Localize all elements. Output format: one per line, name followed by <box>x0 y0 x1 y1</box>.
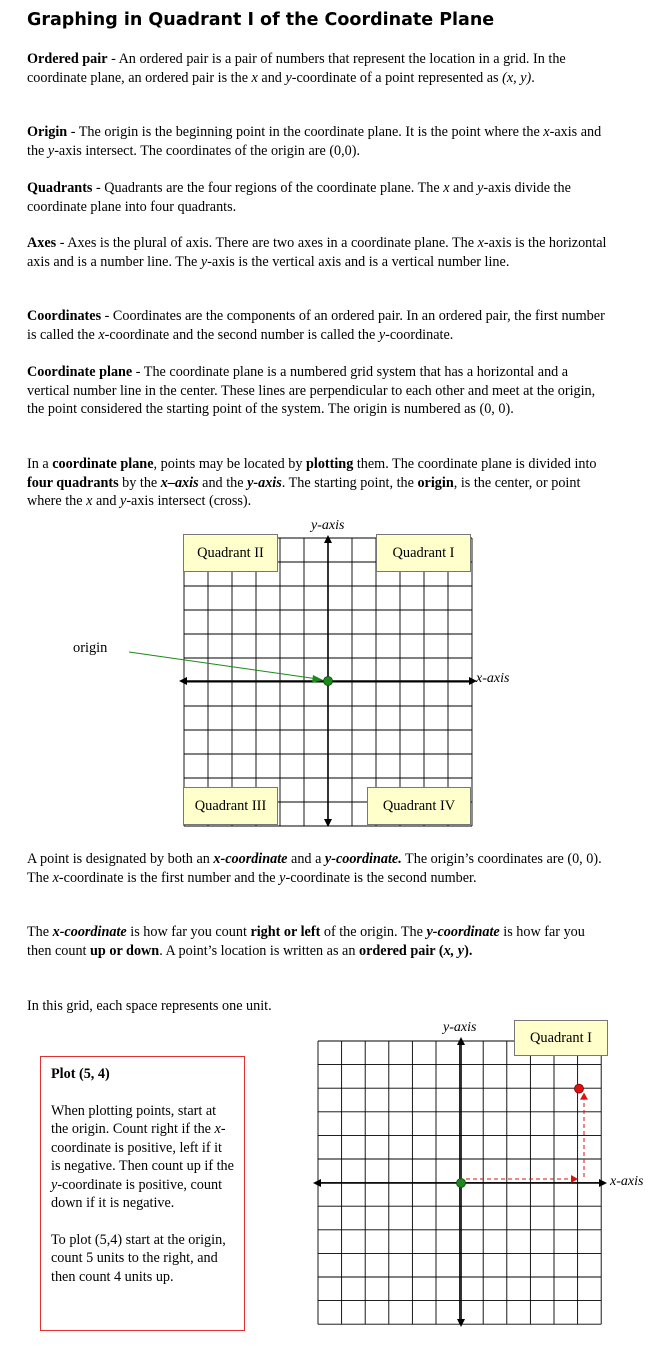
quadrant-3-label: Quadrant III <box>183 787 278 825</box>
plot-instructions: When plotting points, start at the origin. Count right if the x-coordinate is positive, left if it is negative. Then count up if the y-coordinate is positive, count down if it is negative. <box>51 1102 234 1211</box>
definition-origin: Origin - The origin is the beginning point in the coordinate plane. It is the point where the x-axis and the y-axis intersect. The coordinates of the origin are (0,0). <box>27 124 602 159</box>
x-axis-label: x-axis <box>476 671 510 686</box>
definition-ordered-pair: Ordered pair - An ordered pair is a pair of numbers that represent the location in a grid. In the coordinate plane, an ordered pair is the x and y-coordinate of a point represented as (x, y). <box>27 51 566 86</box>
definition-axes: Axes - Axes is the plural of axis. There are two axes in a coordinate plane. The x-axis is the horizontal axis and is a number line. The y-axis is the vertical axis and is a vertical number line. <box>27 235 607 270</box>
plot-instructions-box <box>40 1056 245 1331</box>
definition-quadrants: Quadrants - Quadrants are the four regions of the coordinate plane. The x and y-axis divide the coordinate plane into four quadrants. <box>27 180 571 215</box>
y-axis-up-arrow <box>324 535 332 543</box>
counting-paragraph: The x-coordinate is how far you count right or left of the origin. The y-coordinate is how far you then count up or down. A point’s location is written as an ordered pair (x, y). <box>27 924 585 959</box>
plotted-point <box>575 1084 584 1093</box>
quadrant-1-label-2: Quadrant I <box>514 1020 608 1056</box>
plot-example: To plot (5,4) start at the origin, count 5 units to the right, and then count 4 units up. <box>51 1231 226 1285</box>
origin-pointer-arrow <box>129 652 318 679</box>
plot-heading: Plot (5, 4) <box>51 1066 110 1082</box>
y-axis-down-arrow-2 <box>457 1319 465 1327</box>
x-axis-left-arrow-2 <box>313 1179 321 1187</box>
quadrant-1-label: Quadrant I <box>376 534 471 572</box>
count-right-arrowhead <box>571 1175 578 1183</box>
point-designation-paragraph: A point is designated by both an x-coordinate and a y-coordinate. The origin’s coordinates are (0, 0). The x-coordinate is the first number and the y-coordinate is the second number. <box>27 851 602 886</box>
x-axis-left-arrow <box>179 677 187 685</box>
origin-label: origin <box>73 640 108 656</box>
y-axis-label: y-axis <box>311 518 345 533</box>
y-axis-label-2: y-axis <box>443 1020 477 1035</box>
quadrant-2-label: Quadrant II <box>183 534 278 572</box>
definition-coordinate-plane: Coordinate plane - The coordinate plane is a numbered grid system that has a horizontal and a vertical number line in the center. These lines are perpendicular to each other and meet at the origin, the point considered the starting point of the system. The origin is numbered as (0, 0). <box>27 364 596 417</box>
origin-point-2 <box>457 1179 466 1188</box>
origin-point <box>324 677 333 686</box>
count-up-arrowhead <box>580 1093 588 1100</box>
intro-paragraph: In a coordinate plane, points may be located by plotting them. The coordinate plane is divided into four quadrants by the x–axis and the y-axis. The starting point, the origin, is the center, or point where the x and y-axis intersect (cross). <box>27 456 597 509</box>
x-axis-label-2: x-axis <box>610 1174 644 1189</box>
page-title: Graphing in Quadrant I of the Coordinate Plane <box>27 10 495 30</box>
definition-coordinates: Coordinates - Coordinates are the components of an ordered pair. In an ordered pair, the first number is called the x-coordinate and the second number is called the y-coordinate. <box>27 308 605 343</box>
grid-unit-note: In this grid, each space represents one unit. <box>27 998 272 1014</box>
quadrant-4-label: Quadrant IV <box>367 787 471 825</box>
x-axis-right-arrow-2 <box>599 1179 607 1187</box>
